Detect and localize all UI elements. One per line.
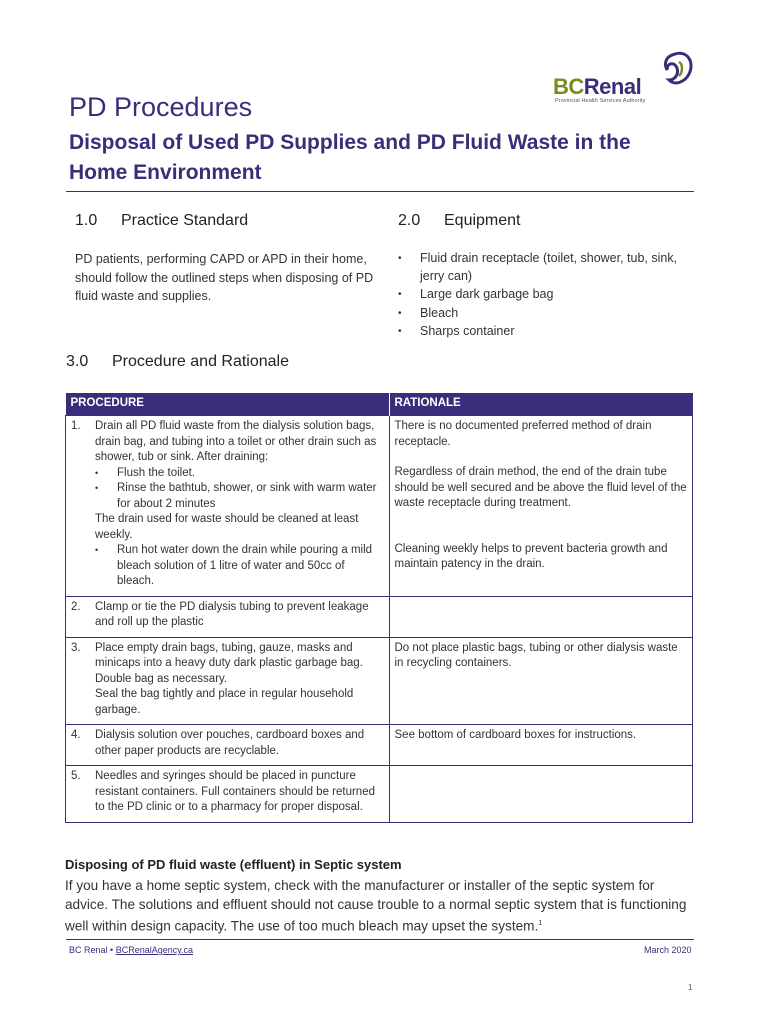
section-title: Practice Standard xyxy=(121,212,249,229)
table-header-row xyxy=(66,393,693,416)
kidney-logo-icon xyxy=(661,50,695,90)
section-equipment-heading xyxy=(398,212,521,230)
septic-heading: Disposing of PD fluid waste (effluent) in Septic system xyxy=(65,857,402,872)
equipment-list xyxy=(398,250,698,342)
step-number: 3. xyxy=(71,641,81,654)
section-number: 1.0 xyxy=(75,212,98,229)
rationale-cell xyxy=(389,637,693,725)
procedure-text: Clamp or tie the PD dialysis tubing to prevent leakage and roll up the plastic xyxy=(95,600,369,628)
step-number: 2. xyxy=(71,600,81,613)
page-title: PD Procedures xyxy=(69,92,253,122)
page-number: 1 xyxy=(688,983,693,992)
logo-renal: Renal xyxy=(583,74,642,99)
procedure-text: Seal the bag tightly and place in regular household garbage. xyxy=(95,688,354,716)
procedure-text: The drain used for waste should be cleaned at least weekly. xyxy=(95,513,359,541)
bcrenal-logo xyxy=(553,50,695,110)
table-row xyxy=(66,766,693,823)
footer-website-link[interactable]: BCRenalAgency.ca xyxy=(115,945,194,955)
column-header-rationale: RATIONALE xyxy=(389,393,693,416)
rationale-text: Do not place plastic bags, tubing or other dialysis waste in recycling containers. xyxy=(394,641,678,669)
procedure-text: Double bag as necessary. xyxy=(95,672,228,685)
footer-org xyxy=(69,945,193,955)
procedure-cell xyxy=(66,596,390,637)
rationale-cell xyxy=(389,766,693,823)
rationale-cell xyxy=(389,596,693,637)
section-procedure-heading xyxy=(66,353,289,371)
rationale-text: See bottom of cardboard boxes for instructions. xyxy=(394,729,637,741)
procedure-text: Needles and syringes should be placed in puncture resistant containers. Full containers should be returned to the PD clinic or to a pharmacy for proper disposal. xyxy=(95,770,375,813)
header-divider xyxy=(66,191,694,192)
procedure-text: Drain all PD fluid waste from the dialysis solution bags, drain bag, and tubing into a toilet or other drain such as shower, tub or sink. After draining: xyxy=(95,420,377,463)
footer-org-name: BC Renal xyxy=(69,945,108,955)
equipment-item: • Bleach xyxy=(398,305,698,323)
table-row xyxy=(66,416,693,597)
section-number: 3.0 xyxy=(66,353,89,370)
procedure-text: Place empty drain bags, tubing, gauze, masks and minicaps into a heavy duty dark plastic garbage bag. xyxy=(95,641,363,669)
procedure-cell xyxy=(66,637,390,725)
footer-date: March 2020 xyxy=(644,945,692,955)
rationale-text: Regardless of drain method, the end of the drain tube should be well secured and be above the fluid level of the waste receptacle during treatment. xyxy=(394,466,687,509)
bullet-icon: • xyxy=(95,545,99,555)
table-row xyxy=(66,725,693,766)
equipment-item: • Sharps container xyxy=(398,323,698,341)
bullet-icon: • xyxy=(95,483,99,493)
logo-bc: BC xyxy=(553,74,584,99)
footnote-marker: 1 xyxy=(538,920,543,927)
rationale-cell xyxy=(389,416,693,597)
procedure-bullet: Rinse the bathtub, shower, or sink with warm water for about 2 minutes xyxy=(117,482,377,510)
step-number: 1. xyxy=(71,420,81,432)
septic-text xyxy=(65,876,695,936)
rationale-cell xyxy=(389,725,693,766)
rationale-text: There is no documented preferred method of drain receptacle. xyxy=(394,420,652,448)
equipment-item: • Fluid drain receptacle (toilet, shower, tub, sink, jerry can) xyxy=(398,250,698,285)
page-subtitle: Disposal of Used PD Supplies and PD Fluid Waste in the Home Environment xyxy=(69,131,631,184)
section-number: 2.0 xyxy=(398,212,421,229)
table-row xyxy=(66,637,693,725)
footer-divider xyxy=(66,939,694,940)
procedure-cell xyxy=(66,725,390,766)
procedure-bullet: Run hot water down the drain while pouring a mild bleach solution of 1 litre of water and 50cc of bleach. xyxy=(117,544,373,587)
column-header-procedure: PROCEDURE xyxy=(66,393,390,416)
step-number: 4. xyxy=(71,729,81,741)
procedure-cell xyxy=(66,766,390,823)
procedure-bullet: Flush the toilet. xyxy=(117,466,195,479)
procedure-cell xyxy=(66,416,390,597)
logo-subtitle: Provincial Health Services Authority xyxy=(555,98,646,104)
footer-separator: • xyxy=(107,945,116,955)
rationale-text: Cleaning weekly helps to prevent bacteria growth and maintain patency in the drain. xyxy=(394,542,668,570)
section-practice-heading xyxy=(75,212,248,230)
step-number: 5. xyxy=(71,770,81,782)
equipment-item: • Large dark garbage bag xyxy=(398,286,698,304)
bullet-icon: • xyxy=(95,467,99,478)
procedure-text: Dialysis solution over pouches, cardboard boxes and other paper products are recyclable. xyxy=(95,729,365,757)
section-title: Procedure and Rationale xyxy=(112,353,290,370)
septic-body: If you have a home septic system, check with the manufacturer or installer of the septic system for advice. The solutions and effluent should not cause trouble to a normal septic system that is functioning well within design capacity. The use of too much bleach may upset the system. xyxy=(65,878,687,934)
section-title: Equipment xyxy=(444,212,521,229)
procedure-table xyxy=(65,393,693,823)
table-row xyxy=(66,596,693,637)
practice-standard-text: PD patients, performing CAPD or APD in their home, should follow the outlined steps when disposing of PD fluid waste and supplies. xyxy=(75,252,374,303)
